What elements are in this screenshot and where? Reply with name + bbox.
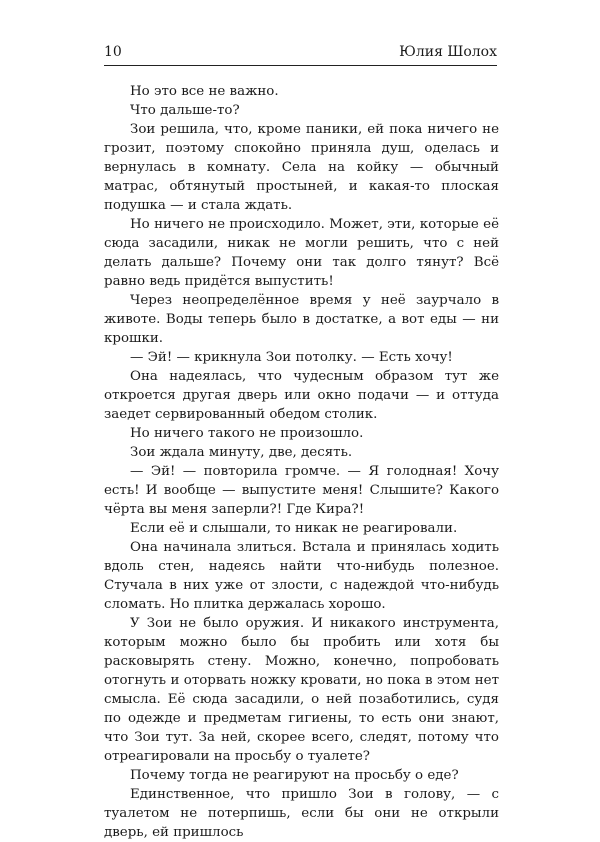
paragraph: Через неопределённое время у неё заурчало в животе. Воды теперь было в достатке, а вот еды — ни крошки. — [104, 293, 499, 346]
body-text — [104, 82, 499, 842]
paragraph: Но ничего такого не произошло. — [130, 426, 364, 441]
paragraph: Но ничего не происходило. Может, эти, которые её сюда засадили, никак не могли решить, что с ней делать дальше? Почему они так долго тянут? Всё равно ведь придётся выпустить! — [104, 217, 499, 289]
paragraph: Зои решила, что, кроме паники, ей пока ничего не грозит, поэтому спокойно приняла душ, оделась и вернулась в комнату. Села на койку — обычный матрас, обтянутый простыней, и какая-то плоская подушка — и стала ждать. — [104, 122, 499, 213]
paragraph: — Эй! — повторила громче. — Я голодная! Хочу есть! И вообще — выпустите меня! Слышите? Какого чёрта вы меня заперли?! Где Кира?! — [104, 464, 499, 517]
running-header — [104, 43, 497, 66]
paragraph: У Зои не было оружия. И никакого инструмента, которым можно было бы пробить или хотя бы расковырять стену. Можно, конечно, попробовать отогнуть и оторвать ножку кровати, но пока в этом нет смысла. Её сюда засадили, о ней позаботились, судя по одежде и предметам гигиены, то есть они знают, что Зои тут. За ней, скорее всего, следят, потому что отреагировали на просьбу о туалете? — [104, 616, 499, 764]
page-number: 10 — [104, 44, 122, 60]
paragraph: Она начинала злиться. Встала и принялась ходить вдоль стен, надеясь найти что-нибудь полезное. Стучала в них уже от злости, с надеждой что-нибудь сломать. Но плитка держалась хорошо. — [104, 540, 499, 612]
author-name: Юлия Шолох — [399, 44, 497, 60]
paragraph: Но это все не важно. — [130, 84, 279, 99]
paragraph: — Эй! — крикнула Зои потолку. — Есть хочу! — [130, 350, 453, 365]
paragraph: Почему тогда не реагируют на просьбу о еде? — [130, 768, 459, 783]
paragraph: Она надеялась, что чудесным образом тут же откроется другая дверь или окно подачи — и оттуда заедет сервированный обедом столик. — [104, 369, 499, 422]
paragraph: Единственное, что пришло Зои в голову, — с туалетом не потерпишь, если бы они не открыли дверь, ей пришлось — [104, 787, 499, 840]
paragraph: Что дальше-то? — [130, 103, 240, 118]
paragraph: Зои ждала минуту, две, десять. — [130, 445, 353, 460]
paragraph: Если её и слышали, то никак не реагировали. — [130, 521, 458, 536]
